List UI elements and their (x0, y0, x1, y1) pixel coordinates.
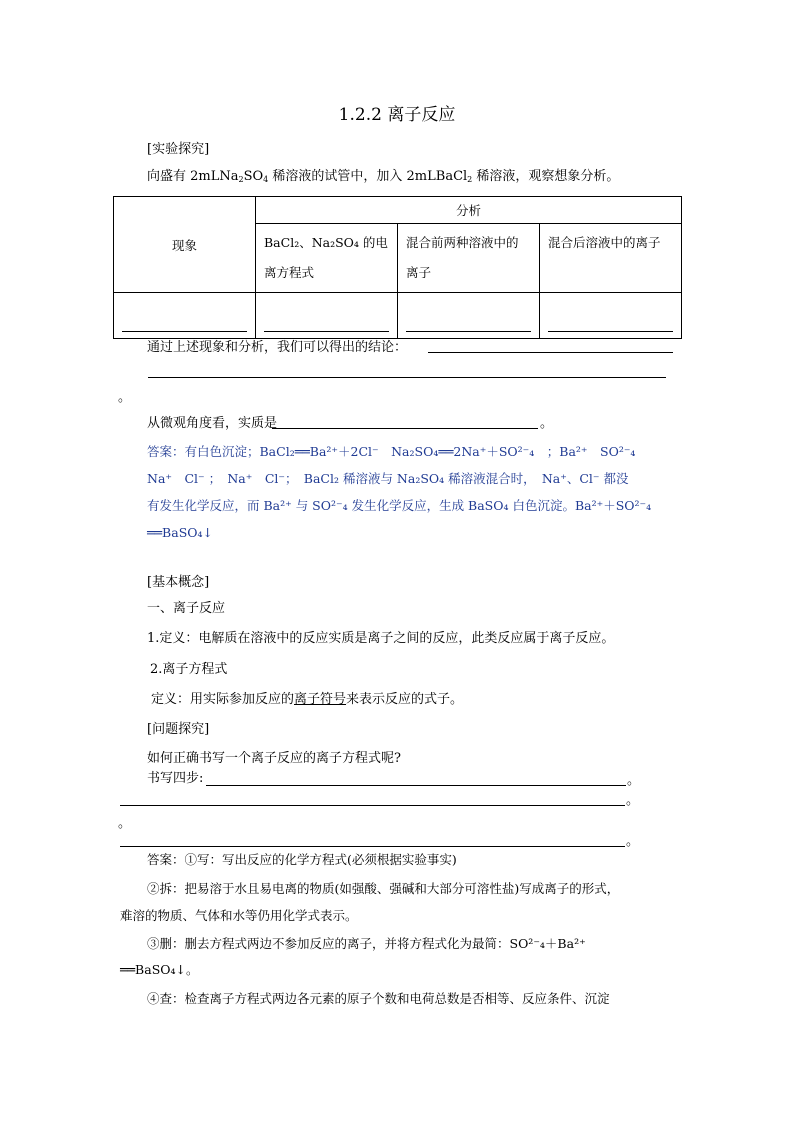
answer2-line4: ③删：删去方程式两边不参加反应的离子，并将方程式化为最简：SO²⁻₄＋Ba²⁺ (147, 936, 586, 951)
definition-ion-equation: 定义：用实际参加反应的离子符号来表示反应的式子。 (151, 692, 464, 707)
header-ions-before: 混合前两种溶液中的 离子 (398, 224, 540, 293)
conclusion-period: 。 (118, 390, 132, 405)
answer2-line1: 答案：①写：写出反应的化学方程式(必须根据实验事实) (147, 852, 457, 867)
question-text: 如何正确书写一个离子反应的离子方程式呢? (147, 751, 401, 766)
fill-blank-phenomenon[interactable] (114, 293, 256, 339)
header-phenomenon: 现象 (114, 197, 256, 293)
steps-period-2: 。 (626, 793, 640, 808)
answer2-line5: ══BaSO₄↓。 (120, 962, 199, 977)
section-problem-label: [问题探究] (147, 722, 210, 737)
page-title: 1.2.2 离子反应 (338, 105, 456, 125)
answer2-line2: ②拆：把易溶于水且易电离的物质(如强酸、强碱和大部分可溶性盐)写成离子的形式， (147, 881, 620, 896)
fill-blank-equation[interactable] (256, 293, 398, 339)
header-analysis: 分析 (256, 197, 682, 224)
conclusion-blank-2[interactable] (148, 377, 666, 378)
heading-ion-equation: 2.离子方程式 (150, 662, 228, 677)
fill-blank-ions-before[interactable] (398, 293, 540, 339)
definition-ion-reaction: 1.定义：电解质在溶液中的反应实质是离子之间的反应，此类反应属于离子反应。 (147, 631, 615, 646)
answer1-line4: ══BaSO₄↓ (147, 525, 213, 540)
steps-blank-2[interactable] (120, 805, 625, 806)
header-ionization-equation: BaCl₂、Na₂SO₄ 的电 离方程式 (256, 224, 398, 293)
answer1-line2: Na⁺ Cl⁻ ； Na⁺ Cl⁻； BaCl₂ 稀溶液与 Na₂SO₄ 稀溶液混合时， Na⁺、Cl⁻ 都没 (147, 471, 629, 486)
header-ions-after: 混合后溶液中的离子 (540, 224, 682, 293)
answer2-line6: ④查：检查离子方程式两边各元素的原子个数和电荷总数是否相等、反应条件、沉淀 (147, 991, 610, 1006)
heading-ion-reaction: 一、离子反应 (147, 601, 226, 616)
steps-blank-3[interactable] (120, 846, 625, 847)
steps-prompt: 书写四步: (147, 771, 204, 786)
analysis-table (113, 196, 682, 339)
conclusion-blank-1[interactable] (428, 352, 673, 353)
steps-period-4: 。 (626, 834, 640, 849)
fill-blank-ions-after[interactable] (540, 293, 682, 339)
micro-period: 。 (540, 416, 554, 431)
micro-blank[interactable] (272, 428, 538, 429)
steps-period-1: 。 (627, 773, 641, 788)
conclusion-prompt: 通过上述现象和分析，我们可以得出的结论： (147, 340, 408, 355)
micro-prompt: 从微观角度看，实质是 (147, 416, 278, 431)
answer2-line3: 难溶的物质、气体和水等仍用化学式表示。 (120, 908, 358, 923)
steps-period-3: 。 (118, 816, 132, 831)
experiment-intro: 向盛有 $2mLNa_2SO_4$ 稀溶液的试管中，加入 2mLBaCl$_2$ 稀溶液，观察想象分析。 (147, 169, 620, 184)
steps-blank-1[interactable] (206, 785, 626, 786)
answer1-line1: 答案：有白色沉淀；BaCl₂══Ba²⁺＋2Cl⁻ Na₂SO₄══2Na⁺＋SO²⁻₄ ；Ba²⁺ SO²⁻₄ (147, 444, 636, 459)
section-experiment-label: [实验探究] (147, 142, 210, 157)
section-basic-label: [基本概念] (147, 575, 210, 590)
answer1-line3: 有发生化学反应，而 Ba²⁺ 与 SO²⁻₄ 发生化学反应，生成 BaSO₄ 白色沉淀。Ba²⁺＋SO²⁻₄ (147, 498, 652, 513)
